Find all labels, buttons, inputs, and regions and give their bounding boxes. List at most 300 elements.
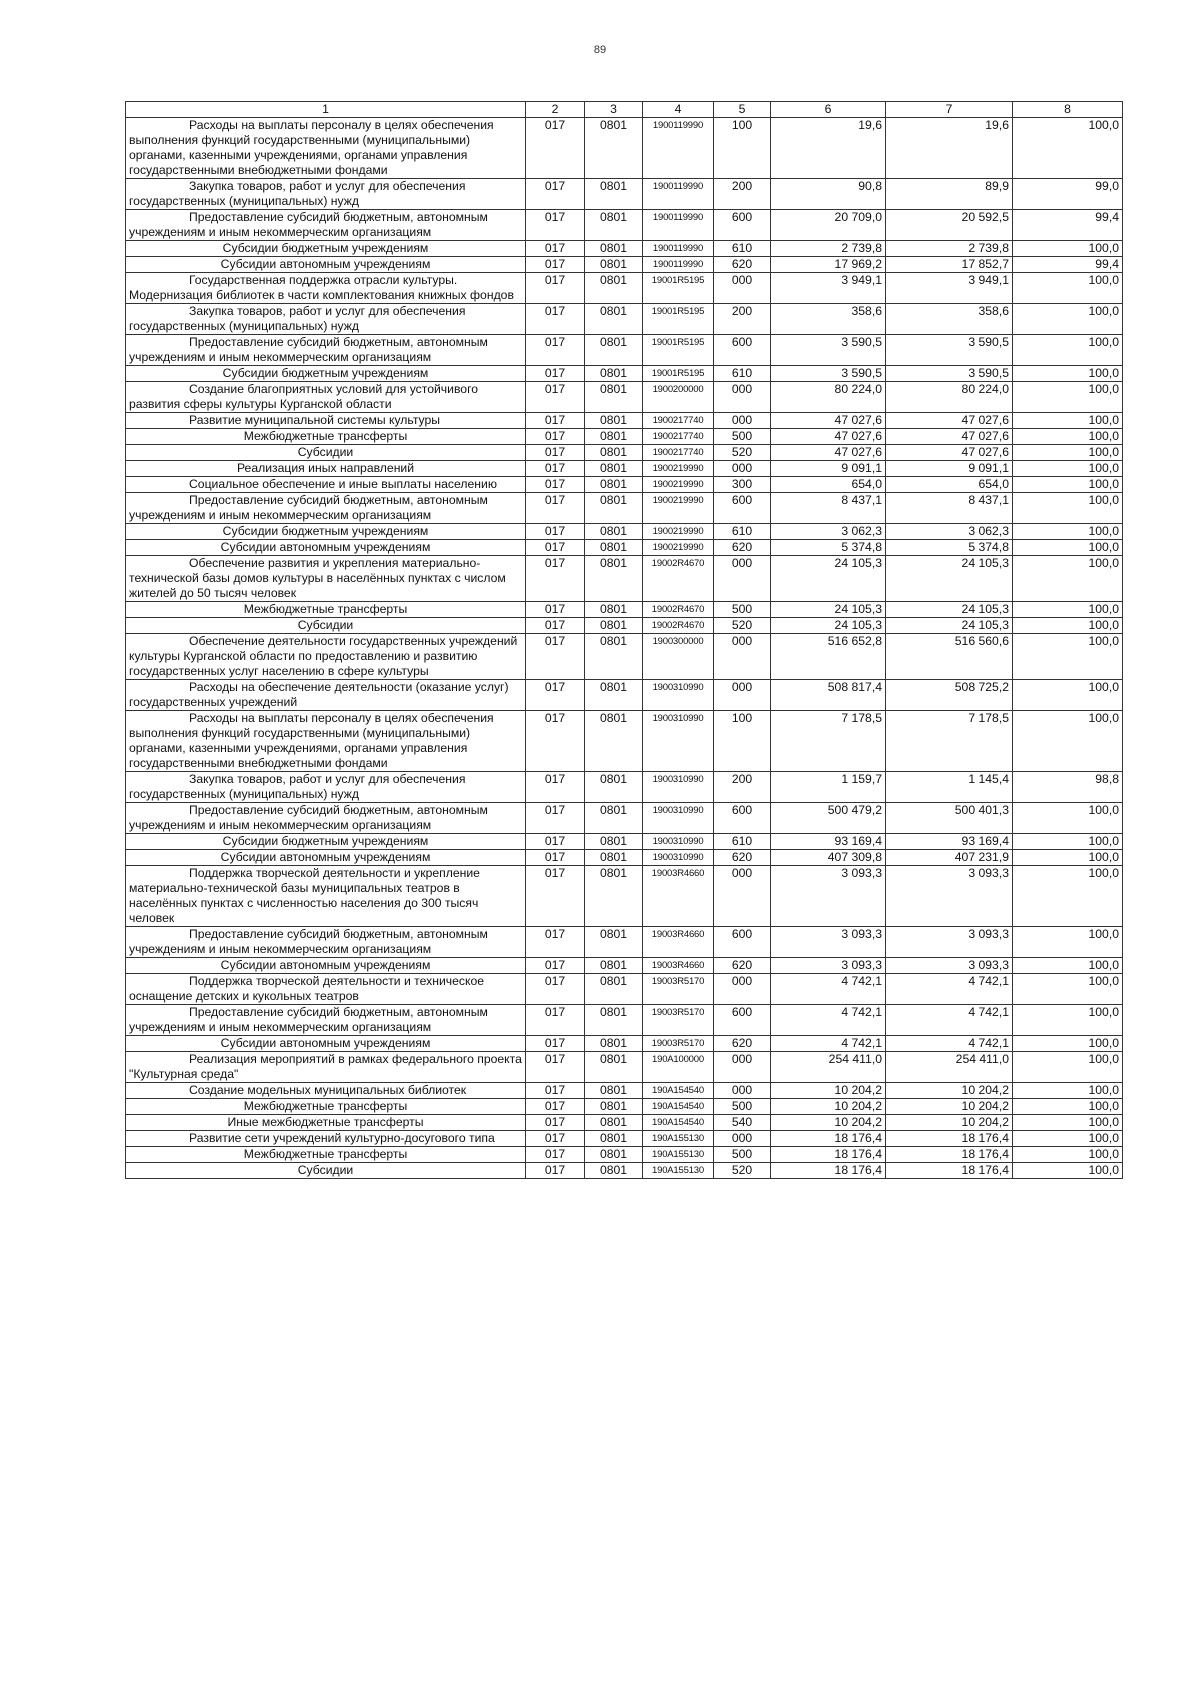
cell-planned: 508 817,4 xyxy=(771,680,886,711)
cell-name: Государственная поддержка отрасли культуры. Модернизация библиотек в части комплектования книжных фондов xyxy=(126,273,526,304)
cell-section: 0801 xyxy=(585,179,643,210)
cell-expense-type: 000 xyxy=(714,273,771,304)
cell-gr: 017 xyxy=(526,493,585,524)
cell-gr: 017 xyxy=(526,273,585,304)
cell-target-code: 1900119990 xyxy=(643,257,714,273)
table-row xyxy=(126,335,1123,366)
cell-planned: 47 027,6 xyxy=(771,445,886,461)
cell-section: 0801 xyxy=(585,1083,643,1099)
table-row xyxy=(126,257,1123,273)
cell-gr: 017 xyxy=(526,1147,585,1163)
cell-name: Предоставление субсидий бюджетным, автономным учреждениям и иным некоммерческим организациям xyxy=(126,210,526,241)
cell-target-code: 19003R5170 xyxy=(643,974,714,1005)
cell-target-code: 19002R4670 xyxy=(643,602,714,618)
cell-target-code: 19001R5195 xyxy=(643,366,714,382)
cell-target-code: 19002R4670 xyxy=(643,556,714,602)
cell-section: 0801 xyxy=(585,803,643,834)
cell-name: Иные межбюджетные трансферты xyxy=(126,1115,526,1131)
cell-percent: 100,0 xyxy=(1013,556,1123,602)
cell-target-code: 1900200000 xyxy=(643,382,714,413)
cell-planned: 10 204,2 xyxy=(771,1099,886,1115)
column-header: 3 xyxy=(585,102,643,118)
cell-name: Создание модельных муниципальных библиотек xyxy=(126,1083,526,1099)
cell-expense-type: 000 xyxy=(714,1131,771,1147)
table-row xyxy=(126,634,1123,680)
cell-expense-type: 600 xyxy=(714,803,771,834)
cell-percent: 100,0 xyxy=(1013,366,1123,382)
cell-target-code: 190A154540 xyxy=(643,1083,714,1099)
cell-name: Предоставление субсидий бюджетным, автономным учреждениям и иным некоммерческим организациям xyxy=(126,335,526,366)
cell-section: 0801 xyxy=(585,335,643,366)
cell-planned: 93 169,4 xyxy=(771,834,886,850)
page-number: 89 xyxy=(593,44,607,56)
cell-expense-type: 100 xyxy=(714,118,771,179)
cell-planned: 3 093,3 xyxy=(771,927,886,958)
cell-target-code: 1900219990 xyxy=(643,493,714,524)
cell-percent: 100,0 xyxy=(1013,493,1123,524)
cell-section: 0801 xyxy=(585,118,643,179)
cell-section: 0801 xyxy=(585,210,643,241)
cell-section: 0801 xyxy=(585,711,643,772)
cell-percent: 100,0 xyxy=(1013,335,1123,366)
cell-name: Предоставление субсидий бюджетным, автономным учреждениям и иным некоммерческим организациям xyxy=(126,927,526,958)
table-row xyxy=(126,834,1123,850)
cell-target-code: 1900219990 xyxy=(643,524,714,540)
cell-actual: 3 093,3 xyxy=(886,958,1013,974)
cell-percent: 100,0 xyxy=(1013,1131,1123,1147)
cell-target-code: 1900219990 xyxy=(643,461,714,477)
cell-planned: 2 739,8 xyxy=(771,241,886,257)
cell-actual: 2 739,8 xyxy=(886,241,1013,257)
cell-name: Закупка товаров, работ и услуг для обеспечения государственных (муниципальных) нужд xyxy=(126,304,526,335)
cell-section: 0801 xyxy=(585,866,643,927)
cell-name: Межбюджетные трансферты xyxy=(126,1147,526,1163)
cell-name: Межбюджетные трансферты xyxy=(126,429,526,445)
cell-gr: 017 xyxy=(526,1052,585,1083)
cell-gr: 017 xyxy=(526,634,585,680)
cell-target-code: 19003R5170 xyxy=(643,1036,714,1052)
cell-section: 0801 xyxy=(585,366,643,382)
cell-section: 0801 xyxy=(585,241,643,257)
table-row xyxy=(126,1163,1123,1179)
cell-target-code: 190A154540 xyxy=(643,1115,714,1131)
cell-section: 0801 xyxy=(585,429,643,445)
column-header: 6 xyxy=(771,102,886,118)
cell-name: Межбюджетные трансферты xyxy=(126,602,526,618)
cell-name: Субсидии автономным учреждениям xyxy=(126,1036,526,1052)
cell-target-code: 19003R5170 xyxy=(643,1005,714,1036)
cell-actual: 80 224,0 xyxy=(886,382,1013,413)
cell-name: Межбюджетные трансферты xyxy=(126,1099,526,1115)
table-row xyxy=(126,210,1123,241)
cell-percent: 100,0 xyxy=(1013,1052,1123,1083)
cell-planned: 18 176,4 xyxy=(771,1163,886,1179)
cell-name: Субсидии автономным учреждениям xyxy=(126,257,526,273)
cell-name: Поддержка творческой деятельности и техническое оснащение детских и кукольных театров xyxy=(126,974,526,1005)
cell-percent: 100,0 xyxy=(1013,540,1123,556)
cell-gr: 017 xyxy=(526,540,585,556)
cell-actual: 4 742,1 xyxy=(886,1005,1013,1036)
cell-percent: 100,0 xyxy=(1013,1036,1123,1052)
table-row xyxy=(126,241,1123,257)
cell-actual: 47 027,6 xyxy=(886,413,1013,429)
cell-gr: 017 xyxy=(526,413,585,429)
cell-target-code: 1900310990 xyxy=(643,680,714,711)
cell-percent: 100,0 xyxy=(1013,429,1123,445)
table-row xyxy=(126,618,1123,634)
column-header: 8 xyxy=(1013,102,1123,118)
table-row xyxy=(126,524,1123,540)
table-row xyxy=(126,680,1123,711)
header-row xyxy=(126,102,1123,118)
cell-name: Закупка товаров, работ и услуг для обеспечения государственных (муниципальных) нужд xyxy=(126,772,526,803)
cell-gr: 017 xyxy=(526,429,585,445)
cell-planned: 1 159,7 xyxy=(771,772,886,803)
cell-expense-type: 610 xyxy=(714,241,771,257)
table-row xyxy=(126,413,1123,429)
cell-percent: 100,0 xyxy=(1013,1115,1123,1131)
cell-target-code: 1900119990 xyxy=(643,241,714,257)
cell-expense-type: 620 xyxy=(714,540,771,556)
cell-expense-type: 000 xyxy=(714,974,771,1005)
cell-percent: 100,0 xyxy=(1013,850,1123,866)
cell-actual: 18 176,4 xyxy=(886,1163,1013,1179)
cell-percent: 100,0 xyxy=(1013,445,1123,461)
cell-gr: 017 xyxy=(526,866,585,927)
cell-name: Социальное обеспечение и иные выплаты населению xyxy=(126,477,526,493)
cell-name: Обеспечение развития и укрепления материально-технической базы домов культуры в населённых пунктах с числом жителей до 50 тысяч человек xyxy=(126,556,526,602)
cell-name: Субсидии бюджетным учреждениям xyxy=(126,366,526,382)
cell-section: 0801 xyxy=(585,461,643,477)
cell-gr: 017 xyxy=(526,556,585,602)
cell-name: Предоставление субсидий бюджетным, автономным учреждениям и иным некоммерческим организациям xyxy=(126,1005,526,1036)
cell-planned: 254 411,0 xyxy=(771,1052,886,1083)
cell-planned: 3 062,3 xyxy=(771,524,886,540)
cell-percent: 100,0 xyxy=(1013,634,1123,680)
cell-target-code: 190A154540 xyxy=(643,1099,714,1115)
cell-target-code: 1900119990 xyxy=(643,118,714,179)
table-row xyxy=(126,445,1123,461)
cell-percent: 100,0 xyxy=(1013,1083,1123,1099)
cell-percent: 100,0 xyxy=(1013,461,1123,477)
cell-gr: 017 xyxy=(526,179,585,210)
cell-percent: 100,0 xyxy=(1013,602,1123,618)
cell-name: Закупка товаров, работ и услуг для обеспечения государственных (муниципальных) нужд xyxy=(126,179,526,210)
cell-actual: 3 590,5 xyxy=(886,366,1013,382)
cell-gr: 017 xyxy=(526,118,585,179)
cell-gr: 017 xyxy=(526,1005,585,1036)
cell-percent: 100,0 xyxy=(1013,304,1123,335)
cell-name: Субсидии автономным учреждениям xyxy=(126,850,526,866)
cell-planned: 358,6 xyxy=(771,304,886,335)
table-row xyxy=(126,461,1123,477)
cell-expense-type: 610 xyxy=(714,366,771,382)
table-row xyxy=(126,866,1123,927)
cell-expense-type: 100 xyxy=(714,711,771,772)
cell-gr: 017 xyxy=(526,974,585,1005)
cell-percent: 99,0 xyxy=(1013,179,1123,210)
cell-actual: 254 411,0 xyxy=(886,1052,1013,1083)
table-row xyxy=(126,1005,1123,1036)
cell-gr: 017 xyxy=(526,257,585,273)
table-row xyxy=(126,850,1123,866)
cell-planned: 3 590,5 xyxy=(771,366,886,382)
cell-planned: 24 105,3 xyxy=(771,556,886,602)
cell-percent: 100,0 xyxy=(1013,618,1123,634)
cell-percent: 100,0 xyxy=(1013,680,1123,711)
cell-target-code: 1900119990 xyxy=(643,179,714,210)
cell-percent: 100,0 xyxy=(1013,927,1123,958)
cell-expense-type: 000 xyxy=(714,1083,771,1099)
cell-actual: 24 105,3 xyxy=(886,618,1013,634)
cell-expense-type: 600 xyxy=(714,493,771,524)
cell-section: 0801 xyxy=(585,618,643,634)
cell-expense-type: 500 xyxy=(714,602,771,618)
cell-target-code: 190A155130 xyxy=(643,1163,714,1179)
cell-expense-type: 600 xyxy=(714,210,771,241)
cell-expense-type: 500 xyxy=(714,429,771,445)
cell-section: 0801 xyxy=(585,1005,643,1036)
cell-percent: 100,0 xyxy=(1013,273,1123,304)
cell-actual: 3 093,3 xyxy=(886,927,1013,958)
cell-percent: 100,0 xyxy=(1013,477,1123,493)
cell-gr: 017 xyxy=(526,477,585,493)
cell-gr: 017 xyxy=(526,1131,585,1147)
table-row xyxy=(126,711,1123,772)
cell-actual: 18 176,4 xyxy=(886,1131,1013,1147)
cell-planned: 19,6 xyxy=(771,118,886,179)
cell-gr: 017 xyxy=(526,711,585,772)
cell-actual: 10 204,2 xyxy=(886,1083,1013,1099)
cell-actual: 17 852,7 xyxy=(886,257,1013,273)
cell-name: Субсидии xyxy=(126,1163,526,1179)
cell-expense-type: 600 xyxy=(714,335,771,366)
cell-section: 0801 xyxy=(585,1099,643,1115)
cell-gr: 017 xyxy=(526,1115,585,1131)
cell-actual: 9 091,1 xyxy=(886,461,1013,477)
cell-expense-type: 000 xyxy=(714,413,771,429)
cell-target-code: 1900310990 xyxy=(643,803,714,834)
cell-planned: 18 176,4 xyxy=(771,1147,886,1163)
cell-planned: 17 969,2 xyxy=(771,257,886,273)
cell-expense-type: 500 xyxy=(714,1147,771,1163)
cell-section: 0801 xyxy=(585,1163,643,1179)
cell-section: 0801 xyxy=(585,974,643,1005)
cell-gr: 017 xyxy=(526,680,585,711)
cell-name: Субсидии автономным учреждениям xyxy=(126,540,526,556)
cell-section: 0801 xyxy=(585,680,643,711)
cell-planned: 5 374,8 xyxy=(771,540,886,556)
table-row xyxy=(126,556,1123,602)
cell-planned: 7 178,5 xyxy=(771,711,886,772)
cell-planned: 18 176,4 xyxy=(771,1131,886,1147)
cell-name: Реализация мероприятий в рамках федерального проекта "Культурная среда" xyxy=(126,1052,526,1083)
cell-planned: 516 652,8 xyxy=(771,634,886,680)
cell-target-code: 19001R5195 xyxy=(643,304,714,335)
table-row xyxy=(126,1115,1123,1131)
cell-expense-type: 520 xyxy=(714,618,771,634)
cell-target-code: 1900119990 xyxy=(643,210,714,241)
table-row xyxy=(126,477,1123,493)
cell-actual: 7 178,5 xyxy=(886,711,1013,772)
cell-section: 0801 xyxy=(585,382,643,413)
cell-expense-type: 540 xyxy=(714,1115,771,1131)
cell-name: Предоставление субсидий бюджетным, автономным учреждениям и иным некоммерческим организациям xyxy=(126,493,526,524)
table-row xyxy=(126,1036,1123,1052)
cell-planned: 654,0 xyxy=(771,477,886,493)
cell-name: Поддержка творческой деятельности и укрепление материально-технической базы муниципальных театров в населённых пунктах с численностью населения до 300 тысяч человек xyxy=(126,866,526,927)
cell-actual: 18 176,4 xyxy=(886,1147,1013,1163)
cell-percent: 100,0 xyxy=(1013,241,1123,257)
table-row xyxy=(126,179,1123,210)
cell-target-code: 19003R4660 xyxy=(643,958,714,974)
cell-section: 0801 xyxy=(585,927,643,958)
cell-percent: 100,0 xyxy=(1013,1147,1123,1163)
column-header: 5 xyxy=(714,102,771,118)
cell-percent: 100,0 xyxy=(1013,118,1123,179)
cell-actual: 407 231,9 xyxy=(886,850,1013,866)
cell-gr: 017 xyxy=(526,524,585,540)
cell-section: 0801 xyxy=(585,304,643,335)
table-row xyxy=(126,1083,1123,1099)
cell-gr: 017 xyxy=(526,1083,585,1099)
cell-target-code: 19003R4660 xyxy=(643,927,714,958)
cell-planned: 3 590,5 xyxy=(771,335,886,366)
cell-expense-type: 520 xyxy=(714,1163,771,1179)
cell-gr: 017 xyxy=(526,602,585,618)
cell-name: Реализация иных направлений xyxy=(126,461,526,477)
table-row xyxy=(126,273,1123,304)
cell-actual: 89,9 xyxy=(886,179,1013,210)
cell-actual: 24 105,3 xyxy=(886,602,1013,618)
cell-target-code: 19001R5195 xyxy=(643,335,714,366)
cell-gr: 017 xyxy=(526,1036,585,1052)
cell-gr: 017 xyxy=(526,210,585,241)
cell-percent: 100,0 xyxy=(1013,1163,1123,1179)
cell-target-code: 19003R4660 xyxy=(643,866,714,927)
cell-actual: 516 560,6 xyxy=(886,634,1013,680)
cell-percent: 100,0 xyxy=(1013,524,1123,540)
cell-planned: 24 105,3 xyxy=(771,618,886,634)
cell-expense-type: 300 xyxy=(714,477,771,493)
cell-section: 0801 xyxy=(585,958,643,974)
cell-target-code: 1900310990 xyxy=(643,772,714,803)
cell-actual: 8 437,1 xyxy=(886,493,1013,524)
cell-section: 0801 xyxy=(585,1036,643,1052)
cell-gr: 017 xyxy=(526,803,585,834)
cell-expense-type: 000 xyxy=(714,1052,771,1083)
cell-expense-type: 000 xyxy=(714,634,771,680)
cell-gr: 017 xyxy=(526,241,585,257)
cell-gr: 017 xyxy=(526,927,585,958)
cell-target-code: 1900219990 xyxy=(643,477,714,493)
table-row xyxy=(126,602,1123,618)
column-header: 7 xyxy=(886,102,1013,118)
table-row xyxy=(126,772,1123,803)
cell-target-code: 1900310990 xyxy=(643,711,714,772)
cell-target-code: 190A100000 xyxy=(643,1052,714,1083)
cell-expense-type: 620 xyxy=(714,958,771,974)
cell-name: Субсидии бюджетным учреждениям xyxy=(126,524,526,540)
table-row xyxy=(126,493,1123,524)
cell-actual: 20 592,5 xyxy=(886,210,1013,241)
cell-name: Предоставление субсидий бюджетным, автономным учреждениям и иным некоммерческим организациям xyxy=(126,803,526,834)
cell-gr: 017 xyxy=(526,304,585,335)
cell-expense-type: 000 xyxy=(714,866,771,927)
cell-gr: 017 xyxy=(526,1099,585,1115)
table-row xyxy=(126,1099,1123,1115)
cell-gr: 017 xyxy=(526,958,585,974)
table-row xyxy=(126,118,1123,179)
cell-planned: 10 204,2 xyxy=(771,1115,886,1131)
cell-section: 0801 xyxy=(585,540,643,556)
cell-name: Расходы на обеспечение деятельности (оказание услуг) государственных учреждений xyxy=(126,680,526,711)
cell-actual: 10 204,2 xyxy=(886,1115,1013,1131)
cell-name: Развитие сети учреждений культурно-досугового типа xyxy=(126,1131,526,1147)
cell-percent: 100,0 xyxy=(1013,958,1123,974)
cell-planned: 80 224,0 xyxy=(771,382,886,413)
cell-percent: 100,0 xyxy=(1013,834,1123,850)
cell-planned: 3 093,3 xyxy=(771,866,886,927)
table-row xyxy=(126,958,1123,974)
cell-expense-type: 610 xyxy=(714,524,771,540)
cell-actual: 47 027,6 xyxy=(886,445,1013,461)
cell-gr: 017 xyxy=(526,850,585,866)
cell-target-code: 1900310990 xyxy=(643,850,714,866)
cell-actual: 3 949,1 xyxy=(886,273,1013,304)
table-row xyxy=(126,429,1123,445)
cell-section: 0801 xyxy=(585,772,643,803)
cell-section: 0801 xyxy=(585,850,643,866)
cell-target-code: 19002R4670 xyxy=(643,618,714,634)
cell-section: 0801 xyxy=(585,1115,643,1131)
table-row xyxy=(126,540,1123,556)
cell-section: 0801 xyxy=(585,1147,643,1163)
cell-actual: 19,6 xyxy=(886,118,1013,179)
cell-gr: 017 xyxy=(526,445,585,461)
table-row xyxy=(126,1131,1123,1147)
cell-actual: 3 590,5 xyxy=(886,335,1013,366)
cell-section: 0801 xyxy=(585,477,643,493)
cell-gr: 017 xyxy=(526,618,585,634)
cell-percent: 99,4 xyxy=(1013,257,1123,273)
cell-percent: 100,0 xyxy=(1013,382,1123,413)
cell-percent: 100,0 xyxy=(1013,711,1123,772)
cell-percent: 100,0 xyxy=(1013,1005,1123,1036)
cell-planned: 500 479,2 xyxy=(771,803,886,834)
cell-expense-type: 000 xyxy=(714,461,771,477)
table-row xyxy=(126,382,1123,413)
cell-planned: 47 027,6 xyxy=(771,429,886,445)
cell-planned: 3 093,3 xyxy=(771,958,886,974)
cell-actual: 508 725,2 xyxy=(886,680,1013,711)
cell-planned: 10 204,2 xyxy=(771,1083,886,1099)
cell-actual: 500 401,3 xyxy=(886,803,1013,834)
cell-planned: 9 091,1 xyxy=(771,461,886,477)
cell-actual: 4 742,1 xyxy=(886,974,1013,1005)
cell-gr: 017 xyxy=(526,382,585,413)
cell-actual: 10 204,2 xyxy=(886,1099,1013,1115)
cell-target-code: 1900219990 xyxy=(643,540,714,556)
table-row xyxy=(126,304,1123,335)
cell-name: Субсидии бюджетным учреждениям xyxy=(126,834,526,850)
cell-actual: 93 169,4 xyxy=(886,834,1013,850)
cell-gr: 017 xyxy=(526,1163,585,1179)
cell-name: Расходы на выплаты персоналу в целях обеспечения выполнения функций государственными (муниципальными) органами, казенными учреждениями, органами управления государственными внебюджетными фондами xyxy=(126,118,526,179)
table-row xyxy=(126,927,1123,958)
cell-section: 0801 xyxy=(585,834,643,850)
cell-gr: 017 xyxy=(526,772,585,803)
